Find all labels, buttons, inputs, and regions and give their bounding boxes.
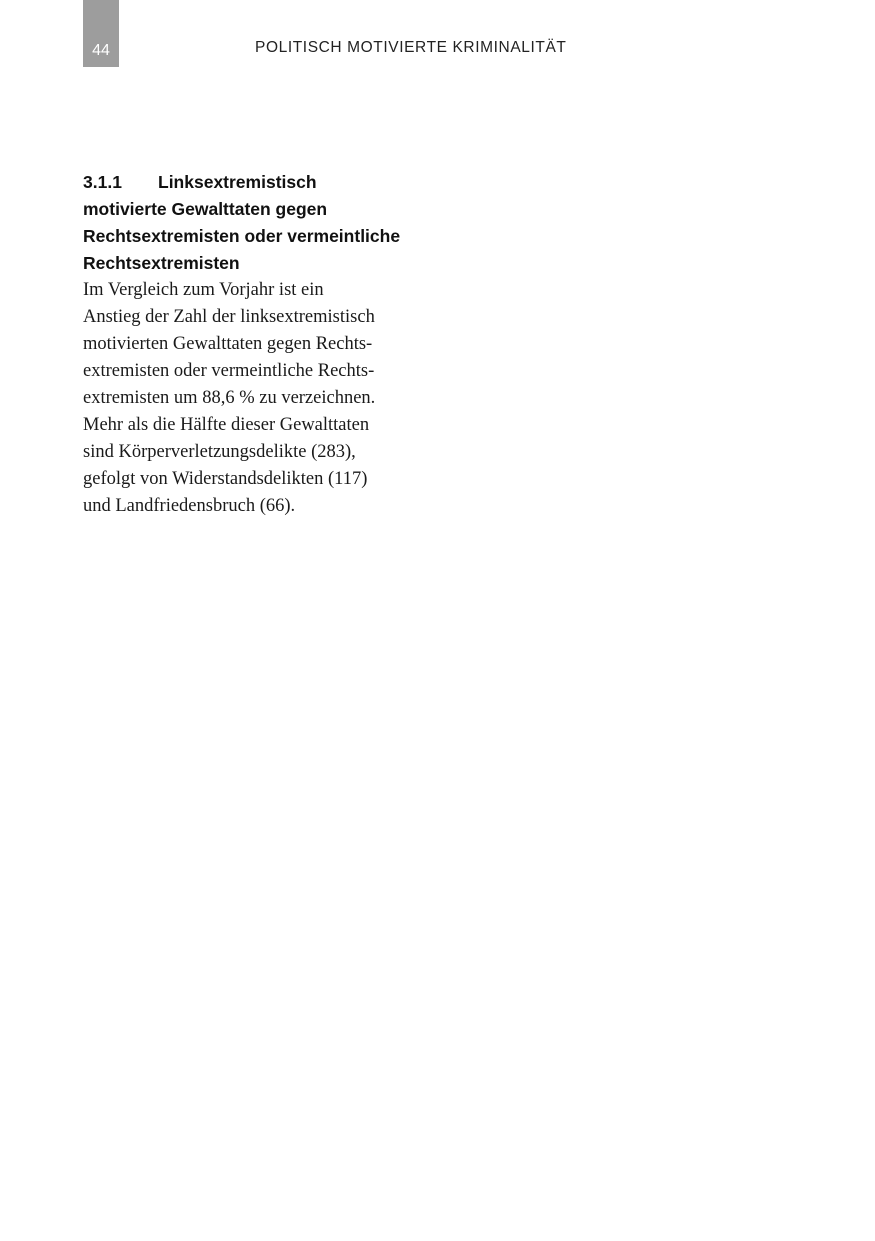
- body-line-5: extremisten um 88,6 % zu verzeichnen.: [83, 388, 376, 408]
- body-line-8: gefolgt von Widerstandsdelikten (117): [83, 469, 368, 489]
- section-number: 3.1.1: [83, 172, 122, 192]
- running-header: POLITISCH MOTIVIERTE KRIMINALITÄT: [255, 39, 567, 56]
- body-line-1: Im Vergleich zum Vorjahr ist ein: [83, 280, 324, 300]
- page-number-tab: [83, 0, 119, 67]
- section-heading-line: [83, 169, 413, 196]
- body-line-3: motivierten Gewalttaten gegen Rechts-: [83, 334, 373, 354]
- body-line-9: und Landfriedensbruch (66).: [83, 496, 296, 516]
- body-line-4: extremisten oder vermeintliche Rechts-: [83, 361, 375, 381]
- section-title-line-1: Linksextremistisch: [158, 172, 317, 192]
- body-line-2: Anstieg der Zahl der linksextremistisch: [83, 307, 375, 327]
- body-paragraph: [83, 277, 413, 520]
- section-title-line-2: motivierte Gewalttaten gegen: [83, 199, 328, 219]
- section-title-line-3: Rechtsextremisten oder vermeintliche: [83, 226, 401, 246]
- section-title-line-4: Rechtsextremisten: [83, 253, 240, 273]
- section-heading: [83, 169, 413, 277]
- section-3-1-1: [83, 169, 413, 520]
- body-line-7: sind Körperverletzungsdelikte (283),: [83, 442, 356, 462]
- page-number: 44: [92, 42, 110, 59]
- body-line-6: Mehr als die Hälfte dieser Gewalttaten: [83, 415, 370, 435]
